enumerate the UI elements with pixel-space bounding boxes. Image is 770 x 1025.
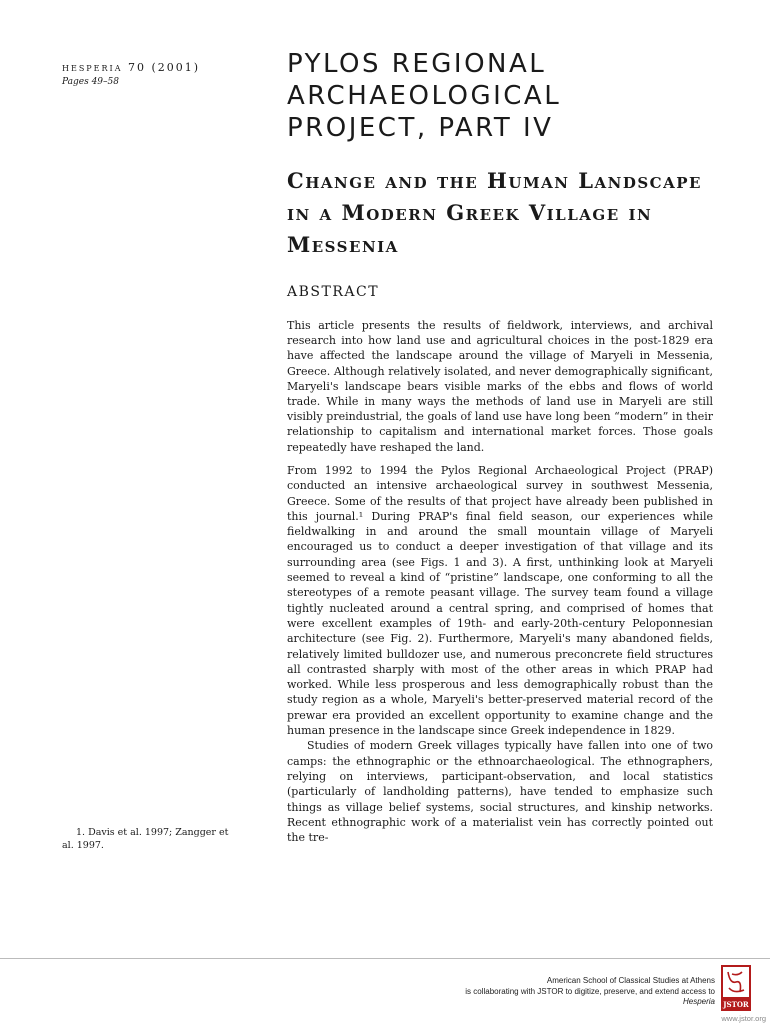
footnote: 1. Davis et al. 1997; Zangger et al. 1997. [62, 827, 229, 851]
article-body [287, 463, 713, 845]
article-title: PYLOS REGIONAL ARCHAEOLOGICAL PROJECT, PART IV [287, 49, 562, 143]
abstract-heading: ABSTRACT [287, 284, 380, 300]
footer-line-1: American School of Classical Studies at Athens [546, 976, 715, 985]
journal-citation: hesperia 70 (2001) [62, 61, 201, 74]
jstor-url[interactable]: www.jstor.org [721, 1014, 766, 1023]
body-paragraph: From 1992 to 1994 the Pylos Regional Archaeological Project (PRAP) conducted an intensive archaeological survey in southwest Messenia, Greece. Some of the results of that project have already been published in this journal.¹ During PRAP's final field season, our experiences while fieldwalking in and around the small mountain village of Maryeli encouraged us to conduct a deeper investigation of that village and its surrounding area (see Figs. 1 and 3). A first, unthinking look at Maryeli seemed to reveal a kind of “pristine” landscape, one conforming to all the stereotypes of a remote peasant village. The survey team found a village tightly nucleated around a central spring, and comprised of homes that were excellent examples of 19th- and early-20th-century Peloponnesian architecture (see Fig. 2). Furthermore, Maryeli's many abandoned fields, relatively limited bulldozer use, and numerous preconcrete field structures all contrasted sharply with most of the other areas in which PRAP had worked. While less prosperous and less demographically robust than the study region as a whole, Maryeli's better-preserved material record of the prewar era provided an excellent opportunity to examine change and the human presence in the landscape since Greek independence in 1829. [287, 464, 713, 738]
footer-line-2: is collaborating with JSTOR to digitize, preserve, and extend access to [465, 986, 715, 996]
footer-journal: Hesperia [682, 997, 715, 1006]
body-paragraph: Studies of modern Greek villages typically have fallen into one of two camps: the ethnographic or the ethnoarchaeological. The ethnographers, relying on interviews, participant-observation, and local statistics (particularly of landholding patterns), have tended to emphasize such things as village belief systems, social structures, and kinship networks. Recent ethnographic work of a materialist vein has correctly pointed out the tre- [287, 739, 713, 845]
article-subtitle: Change and the Human Landscape in a Modern Greek Village in Messenia [287, 168, 702, 257]
jstor-logo-icon[interactable] [720, 964, 752, 1012]
page-range: Pages 49–58 [62, 77, 119, 87]
footer-notice [295, 976, 715, 1008]
jstor-footer [0, 958, 770, 1025]
logo-text: JSTOR [723, 1000, 749, 1009]
abstract-text: This article presents the results of fieldwork, interviews, and archival research into how land use and agricultural choices in the post-1829 era have affected the landscape around the village of Maryeli in Messenia, Greece. Although relatively isolated, and never demographically significant, Maryeli's landscape bears visible marks of the ebbs and flows of world trade. While in many ways the methods of land use in Maryeli are still visibly preindustrial, the goals of land use have long been “modern” in their relationship to capitalism and international market forces. Those goals repeatedly have reshaped the land. [287, 319, 713, 454]
